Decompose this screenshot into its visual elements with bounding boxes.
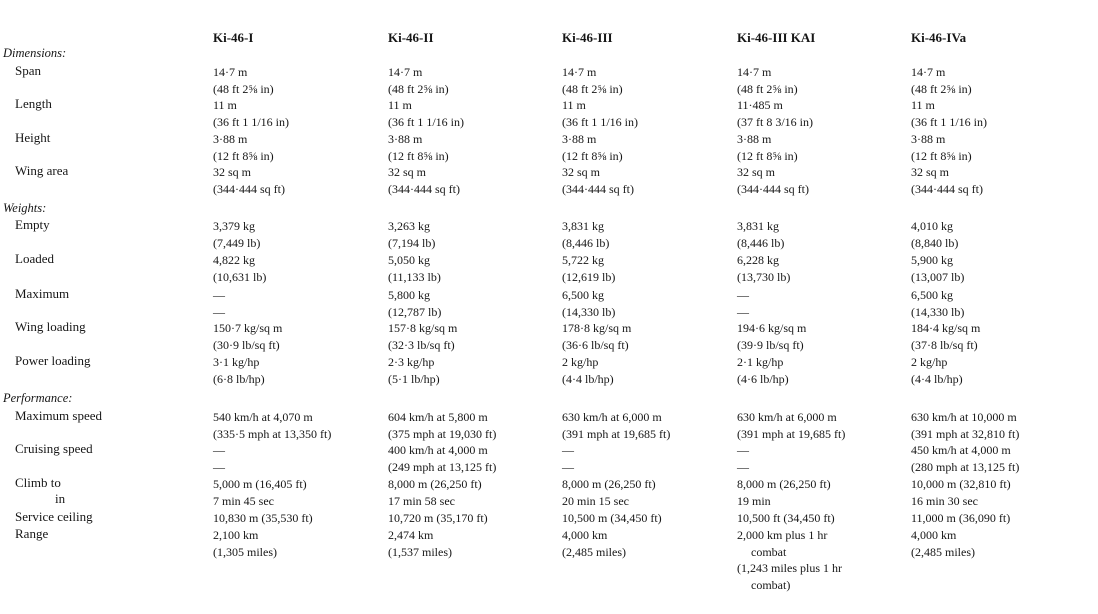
value-cell: [737, 320, 806, 353]
value-line: 8,000 m (26,250 ft): [562, 477, 656, 491]
value-line: 2,000 km plus 1 hr: [737, 528, 828, 542]
value-cell: [213, 354, 265, 387]
value-line: (36 ft 1 1/16 in): [213, 114, 289, 129]
value-line: (36 ft 1 1/16 in): [562, 114, 638, 129]
value-line: 2 kg/hp: [911, 355, 948, 369]
value-line: 11·485 m: [737, 98, 783, 112]
value-cell: [562, 476, 656, 509]
value-line: 32 sq m: [737, 165, 776, 179]
value-cell: [737, 442, 749, 475]
section-heading-performance: Performance:: [3, 391, 73, 405]
value-line: (1,305 miles): [213, 544, 277, 559]
value-line: (11,133 lb): [388, 269, 441, 284]
value-cell: [562, 510, 662, 527]
value-line: 4,010 kg: [911, 219, 953, 233]
value-line: —: [213, 304, 225, 319]
value-line: 3·88 m: [562, 132, 597, 146]
value-cell: [388, 218, 435, 251]
value-cell: [388, 354, 440, 387]
value-cell: [388, 510, 488, 527]
value-line: (36 ft 1 1/16 in): [388, 114, 464, 129]
value-cell: [911, 287, 964, 320]
value-cell: [911, 252, 964, 285]
value-cell: [737, 64, 798, 97]
value-line: 14·7 m: [737, 65, 772, 79]
value-line: —: [562, 443, 574, 457]
value-cell: [562, 409, 670, 442]
value-line: 184·4 kg/sq m: [911, 321, 981, 335]
value-line: (36 ft 1 1/16 in): [911, 114, 987, 129]
value-cell: [737, 218, 784, 251]
value-cell: [388, 97, 464, 130]
value-line: 2·3 kg/hp: [388, 355, 435, 369]
value-line: (12 ft 8⅝ in): [213, 148, 274, 163]
value-line: —: [213, 288, 225, 302]
row-label: Maximum: [15, 286, 70, 301]
value-line: (4·4 lb/hp): [911, 371, 963, 386]
value-cell: [388, 287, 441, 320]
value-cell: [562, 131, 623, 164]
value-line: (391 mph at 19,685 ft): [737, 426, 846, 441]
value-cell: [911, 354, 963, 387]
value-line: 11 m: [562, 98, 586, 112]
value-cell: [213, 164, 285, 197]
value-line: —: [213, 443, 225, 457]
column-header: Ki-46-III KAI: [737, 30, 816, 45]
value-cell: [388, 409, 496, 442]
value-line: 10,500 ft (34,450 ft): [737, 511, 835, 525]
value-cell: [388, 320, 457, 353]
value-cell: [562, 164, 634, 197]
value-line: 5,800 kg: [388, 288, 430, 302]
row-label: Cruising speed: [15, 441, 93, 456]
value-cell: [213, 320, 282, 353]
value-line: 630 km/h at 10,000 m: [911, 410, 1017, 424]
value-cell: [737, 354, 789, 387]
value-line: (7,449 lb): [213, 235, 261, 250]
value-line: 3,831 kg: [737, 219, 779, 233]
value-line: 3,379 kg: [213, 219, 255, 233]
value-line: 10,000 m (32,810 ft): [911, 477, 1011, 491]
row-label: Empty: [15, 217, 50, 232]
value-line: 4,000 km: [911, 528, 957, 542]
value-line: (344·444 sq ft): [213, 181, 285, 196]
value-line: 17 min 58 sec: [388, 493, 455, 508]
value-line: 3·88 m: [213, 132, 248, 146]
value-line: (344·444 sq ft): [388, 181, 460, 196]
value-line: 2·1 kg/hp: [737, 355, 784, 369]
value-line: 20 min 15 sec: [562, 493, 629, 508]
value-line: (2,485 miles): [562, 544, 626, 559]
value-line: 14·7 m: [911, 65, 946, 79]
value-line: 32 sq m: [562, 165, 601, 179]
value-cell: [562, 97, 638, 130]
value-line: (14,330 lb): [911, 304, 965, 319]
value-line: 4,822 kg: [213, 253, 255, 267]
value-line: 2 kg/hp: [562, 355, 599, 369]
value-cell: [213, 131, 274, 164]
value-line: 2,474 km: [388, 528, 434, 542]
value-line: —: [562, 459, 574, 474]
value-line: (14,330 lb): [562, 304, 616, 319]
value-cell: [562, 252, 615, 285]
value-line: (1,243 miles plus 1 hr: [737, 561, 842, 575]
value-line: 450 km/h at 4,000 m: [911, 443, 1011, 457]
value-cell: [388, 252, 441, 285]
value-line: 5,900 kg: [911, 253, 953, 267]
value-line: (48 ft 2⅝ in): [388, 81, 449, 96]
value-line: —: [737, 304, 749, 319]
value-line: 14·7 m: [562, 65, 597, 79]
value-cell: [388, 527, 452, 560]
value-cell: [388, 442, 496, 475]
value-cell: [213, 218, 260, 251]
value-line: 3·88 m: [737, 132, 772, 146]
value-line: (13,730 lb): [737, 269, 791, 284]
value-cell: [737, 409, 845, 442]
row-label: Loaded: [15, 251, 54, 266]
value-line: (12 ft 8⅝ in): [737, 148, 798, 163]
value-line: 11 m: [213, 98, 237, 112]
value-line: (391 mph at 32,810 ft): [911, 426, 1020, 441]
value-line: 604 km/h at 5,800 m: [388, 410, 488, 424]
value-line: 6,228 kg: [737, 253, 779, 267]
column-header: Ki-46-I: [213, 30, 254, 45]
row-label: Power loading: [15, 353, 91, 368]
value-cell: [388, 64, 449, 97]
value-line: 630 km/h at 6,000 m: [562, 410, 662, 424]
value-line: 32 sq m: [388, 165, 427, 179]
value-cell: [911, 218, 958, 251]
value-line: 11 m: [911, 98, 935, 112]
value-line: (37·8 lb/sq ft): [911, 337, 978, 352]
row-label: Wing loading: [15, 319, 86, 334]
value-line: 32 sq m: [213, 165, 252, 179]
value-line: (12 ft 8⅝ in): [562, 148, 623, 163]
value-line: 5,722 kg: [562, 253, 604, 267]
row-label: Height: [15, 130, 51, 145]
value-cell: [737, 510, 835, 527]
value-line: 5,050 kg: [388, 253, 430, 267]
value-line: 178·8 kg/sq m: [562, 321, 632, 335]
value-cell: [911, 97, 987, 130]
value-line: —: [737, 288, 749, 302]
value-line: (37 ft 8 3/16 in): [737, 114, 813, 129]
value-line: (32·3 lb/sq ft): [388, 337, 455, 352]
value-line: 14·7 m: [213, 65, 248, 79]
value-line: (280 mph at 13,125 ft): [911, 459, 1020, 474]
value-line: (344·444 sq ft): [562, 181, 634, 196]
value-line: (391 mph at 19,685 ft): [562, 426, 671, 441]
value-cell: [213, 476, 307, 509]
row-label: Maximum speed: [15, 408, 103, 423]
value-line: 3·88 m: [911, 132, 946, 146]
value-line: (6·8 lb/hp): [213, 371, 265, 386]
value-cell: [737, 131, 798, 164]
value-line: (7,194 lb): [388, 235, 436, 250]
value-line: (13,007 lb): [911, 269, 965, 284]
value-line: (375 mph at 19,030 ft): [388, 426, 497, 441]
value-line: 14·7 m: [388, 65, 423, 79]
value-cell: [737, 164, 809, 197]
value-line: 19 min: [737, 493, 771, 508]
value-cell: [737, 252, 790, 285]
value-line: 2,100 km: [213, 528, 259, 542]
value-line: (12 ft 8⅝ in): [388, 148, 449, 163]
value-line: (4·4 lb/hp): [562, 371, 614, 386]
value-cell: [213, 409, 331, 442]
value-line: 8,000 m (26,250 ft): [737, 477, 831, 491]
value-cell: [911, 476, 1011, 509]
row-sublabel: in: [55, 491, 66, 506]
value-cell: [213, 442, 225, 475]
value-cell: [213, 252, 266, 285]
value-cell: [388, 131, 449, 164]
value-line: 3·88 m: [388, 132, 423, 146]
value-line: (12,619 lb): [562, 269, 616, 284]
value-line: (36·6 lb/sq ft): [562, 337, 629, 352]
value-cell: [911, 320, 980, 353]
value-line: 3,263 kg: [388, 219, 430, 233]
value-cell: [213, 287, 225, 320]
value-cell: [562, 527, 626, 560]
value-cell: [562, 218, 609, 251]
row-label: Span: [15, 63, 41, 78]
value-cell: [388, 164, 460, 197]
value-cell: [911, 510, 1010, 527]
value-line: (12,787 lb): [388, 304, 442, 319]
value-cell: [213, 64, 274, 97]
value-line: —: [737, 459, 749, 474]
column-header: Ki-46-IVa: [911, 30, 967, 45]
value-line: 157·8 kg/sq m: [388, 321, 458, 335]
value-line: (8,840 lb): [911, 235, 959, 250]
value-cell: [562, 64, 623, 97]
row-label: Length: [15, 96, 52, 111]
section-heading-dimensions: Dimensions:: [3, 46, 67, 60]
value-line: (344·444 sq ft): [737, 181, 809, 196]
value-line: 194·6 kg/sq m: [737, 321, 807, 335]
value-line: (344·444 sq ft): [911, 181, 983, 196]
value-cell: [911, 442, 1019, 475]
value-line: combat): [751, 577, 791, 592]
value-line: 540 km/h at 4,070 m: [213, 410, 313, 424]
value-cell: [562, 320, 631, 353]
value-line: 150·7 kg/sq m: [213, 321, 283, 335]
value-line: (1,537 miles): [388, 544, 452, 559]
value-cell: [911, 64, 972, 97]
value-line: 11 m: [388, 98, 412, 112]
value-line: —: [213, 459, 225, 474]
value-cell: [562, 287, 615, 320]
value-line: 5,000 m (16,405 ft): [213, 477, 307, 491]
value-line: 8,000 m (26,250 ft): [388, 477, 482, 491]
value-line: (48 ft 2⅝ in): [562, 81, 623, 96]
value-line: (8,446 lb): [562, 235, 610, 250]
value-line: 10,830 m (35,530 ft): [213, 511, 313, 525]
value-cell: [911, 131, 972, 164]
value-line: (249 mph at 13,125 ft): [388, 459, 497, 474]
value-cell: [737, 287, 749, 320]
value-line: (10,631 lb): [213, 269, 267, 284]
value-cell: [213, 97, 289, 130]
value-cell: [911, 164, 983, 197]
value-line: 630 km/h at 6,000 m: [737, 410, 837, 424]
row-label: Service ceiling: [15, 509, 93, 524]
value-line: 16 min 30 sec: [911, 493, 978, 508]
value-line: (48 ft 2⅝ in): [911, 81, 972, 96]
value-line: 10,720 m (35,170 ft): [388, 511, 488, 525]
value-line: 3,831 kg: [562, 219, 604, 233]
value-line: 3·1 kg/hp: [213, 355, 260, 369]
value-line: (2,485 miles): [911, 544, 975, 559]
value-cell: [562, 442, 574, 475]
value-line: 7 min 45 sec: [213, 493, 274, 508]
value-line: 6,500 kg: [911, 288, 953, 302]
row-label: Range: [15, 526, 49, 541]
value-line: 11,000 m (36,090 ft): [911, 511, 1011, 525]
column-header: Ki-46-II: [388, 30, 434, 45]
value-line: 10,500 m (34,450 ft): [562, 511, 662, 525]
value-cell: [911, 527, 975, 560]
value-line: (12 ft 8⅝ in): [911, 148, 972, 163]
value-line: (8,446 lb): [737, 235, 785, 250]
section-heading-weights: Weights:: [3, 201, 47, 215]
value-line: combat: [751, 544, 787, 559]
value-line: (30·9 lb/sq ft): [213, 337, 280, 352]
value-cell: [213, 527, 277, 560]
value-cell: [737, 97, 813, 130]
row-label: Climb to: [15, 475, 61, 490]
value-line: (48 ft 2⅝ in): [737, 81, 798, 96]
row-label: Wing area: [15, 163, 69, 178]
value-line: —: [737, 443, 749, 457]
column-header: Ki-46-III: [562, 30, 613, 45]
value-line: 6,500 kg: [562, 288, 604, 302]
value-line: (39·9 lb/sq ft): [737, 337, 804, 352]
value-line: (48 ft 2⅝ in): [213, 81, 274, 96]
value-cell: [213, 510, 313, 527]
value-cell: [562, 354, 614, 387]
value-line: 400 km/h at 4,000 m: [388, 443, 488, 457]
value-line: (4·6 lb/hp): [737, 371, 789, 386]
value-line: (5·1 lb/hp): [388, 371, 440, 386]
value-cell: [737, 476, 831, 509]
value-cell: [737, 527, 842, 593]
value-line: 32 sq m: [911, 165, 950, 179]
value-cell: [911, 409, 1019, 442]
value-cell: [388, 476, 482, 509]
value-line: (335·5 mph at 13,350 ft): [213, 426, 332, 441]
value-line: 4,000 km: [562, 528, 608, 542]
